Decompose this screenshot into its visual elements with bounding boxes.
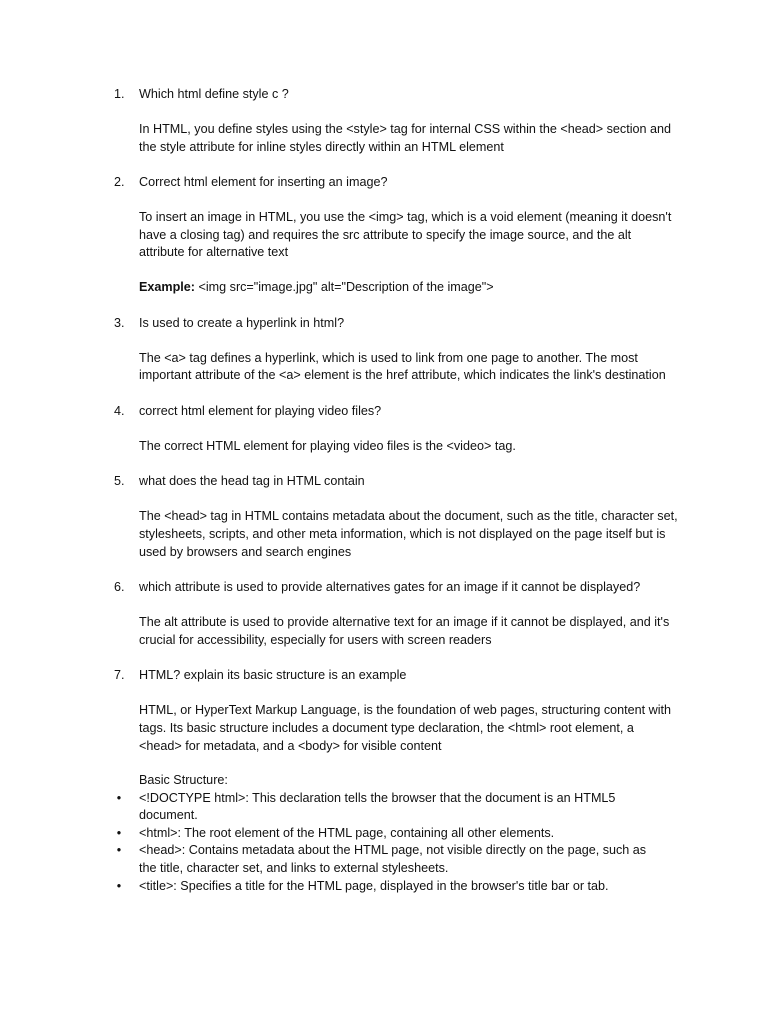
- question-text: Which html define style c ?: [139, 87, 289, 101]
- item-number: 6.: [114, 580, 125, 595]
- item-number: 7.: [114, 668, 125, 683]
- question-text: which attribute is used to provide alternatives gates for an image if it cannot be displayed?: [139, 580, 641, 595]
- qa-item-6: [0, 579, 768, 649]
- question-text: Is used to create a hyperlink in html?: [139, 315, 345, 330]
- item-number: 1.: [114, 87, 125, 101]
- item-number: 3.: [114, 315, 125, 330]
- structure-heading: Basic Structure:: [139, 773, 228, 788]
- bullet-icon: •: [116, 878, 122, 893]
- answer-text: HTML, or HyperText Markup Language, is the foundation of web pages, structuring content with tags. Its basic structure includes a document type declaration, the <html> root element, a <head> for metadata, and a <body> for visible content: [139, 703, 672, 753]
- answer-text: The <a> tag defines a hyperlink, which is used to link from one page to another. The most important attribute of the <a> element is the href attribute, which indicates the link's destination: [139, 350, 666, 383]
- bullet-icon: •: [116, 825, 122, 840]
- bullet-item: [116, 878, 659, 896]
- qa-list: [0, 86, 768, 913]
- answer-text: To insert an image in HTML, you use the <img> tag, which is a void element (meaning it doesn't have a closing tag) and requires the src attribute to specify the image source, and the alt attribute for alternative text: [139, 210, 672, 260]
- bullet-item: [116, 790, 659, 825]
- qa-item-2: [0, 174, 768, 296]
- qa-item-1: [0, 86, 768, 156]
- bullet-icon: •: [116, 843, 122, 858]
- structure-bullet-list: [0, 790, 768, 896]
- example-code: <img src="image.jpg" alt="Description of the image">: [195, 279, 494, 294]
- qa-item-3: [0, 315, 768, 385]
- bullet-text: <!DOCTYPE html>: This declaration tells the browser that the document is an HTML5 document.: [139, 790, 616, 823]
- bullet-item: [116, 842, 659, 877]
- answer-text: The correct HTML element for playing video files is the <video> tag.: [139, 438, 516, 453]
- bullet-text: <title>: Specifies a title for the HTML page, displayed in the browser's title bar or tab.: [139, 878, 609, 893]
- example-line: [139, 279, 679, 297]
- item-number: 5.: [114, 474, 125, 489]
- bullet-item: [116, 825, 659, 843]
- bullet-icon: •: [116, 790, 122, 805]
- question-text: HTML? explain its basic structure is an example: [139, 668, 407, 683]
- qa-item-4: [0, 403, 768, 456]
- item-number: 2.: [114, 175, 125, 190]
- answer-text: In HTML, you define styles using the <style> tag for internal CSS within the <head> section and the style attribute for inline styles directly within an HTML element: [139, 122, 672, 154]
- question-text: what does the head tag in HTML contain: [139, 474, 365, 489]
- bullet-text: <html>: The root element of the HTML page, containing all other elements.: [139, 825, 555, 840]
- qa-item-7: [0, 667, 768, 895]
- example-label: Example:: [139, 279, 195, 294]
- qa-item-5: [0, 473, 768, 561]
- bullet-text: <head>: Contains metadata about the HTML page, not visible directly on the page, such as the title, character set, and links to external stylesheets.: [139, 843, 647, 876]
- answer-text: The <head> tag in HTML contains metadata about the document, such as the title, character set, stylesheets, scripts, and other meta information, which is not displayed on the page itself but is used by browsers and search engines: [139, 509, 678, 559]
- question-text: correct html element for playing video files?: [139, 403, 382, 418]
- answer-text: The alt attribute is used to provide alternative text for an image if it cannot be displayed, and it's crucial for accessibility, especially for users with screen readers: [139, 615, 670, 647]
- question-text: Correct html element for inserting an image?: [139, 175, 388, 190]
- item-number: 4.: [114, 403, 125, 418]
